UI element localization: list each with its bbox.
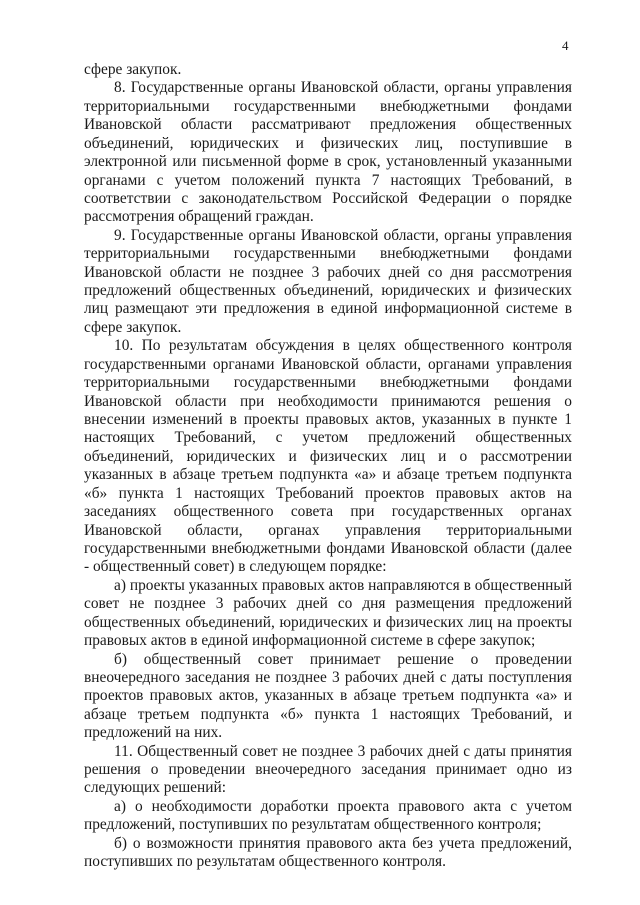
paragraph-continuation: сфере закупок.: [84, 61, 182, 78]
paragraph-item-8: 8. Государственные органы Ивановской области, органы управления территориальными государственными внебюджетными фондами Ивановской области рассматривают предложения общественных объединений, юридических и физических лиц, поступившие в электронной или письменной форме в срок, установленный указанными органами с учетом положений пункта 7 настоящих Требований, в соответствии с законодательством Российской Федерации о порядке рассмотрения обращений граждан.: [84, 79, 572, 226]
document-body: [84, 61, 572, 872]
paragraph-item-10-b: б) общественный совет принимает решение о проведении внеочередного заседания не позднее 3 рабочих дней с даты поступления проектов правовых актов, указанных в абзаце третьем подпункта «а» и абзаце третьем подпункта «б» пункта 1 настоящих Требований, и предложений на них.: [84, 650, 572, 742]
paragraph-item-11: 11. Общественный совет не позднее 3 рабочих дней с даты принятия решения о проведении внеочередного заседания принимает одно из следующих решений:: [84, 742, 572, 797]
paragraph-item-10: 10. По результатам обсуждения в целях общественного контроля государственными органами Ивановской области, органами управления территориальными государственными внебюджетными фондами Ивановской области при необходимости принимаются решения о внесении изменений в проекты правовых актов, указанных в пункте 1 настоящих Требований, с учетом предложений общественных объединений, юридических и физических лиц и о рассмотрении указанных в абзаце третьем подпункта «а» и абзаце третьем подпункта «б» пункта 1 настоящих Требований проектов правовых актов на заседаниях общественного совета при государственных органах Ивановской области, органах управления территориальными государственными внебюджетными фондами Ивановской области (далее - общественный совет) в следующем порядке:: [84, 337, 572, 576]
paragraph-item-11-b: б) о возможности принятия правового акта без учета предложений, поступивших по результатам общественного контроля.: [84, 834, 572, 871]
paragraph-item-10-a: а) проекты указанных правовых актов направляются в общественный совет не позднее 3 рабочих дней со дня размещения предложений общественных объединений, юридических и физических лиц на проекты правовых актов в единой информационной системе в сфере закупок;: [84, 576, 572, 650]
paragraph-item-11-a: а) о необходимости доработки проекта правового акта с учетом предложений, поступивших по результатам общественного контроля;: [84, 797, 572, 834]
paragraph-item-9: 9. Государственные органы Ивановской области, органы управления территориальными государственными внебюджетными фондами Ивановской области не позднее 3 рабочих дней со дня рассмотрения предложений общественных объединений, юридических и физических лиц размещают эти предложения в единой информационной системе в сфере закупок.: [84, 226, 572, 336]
page-number: 4: [562, 38, 569, 53]
